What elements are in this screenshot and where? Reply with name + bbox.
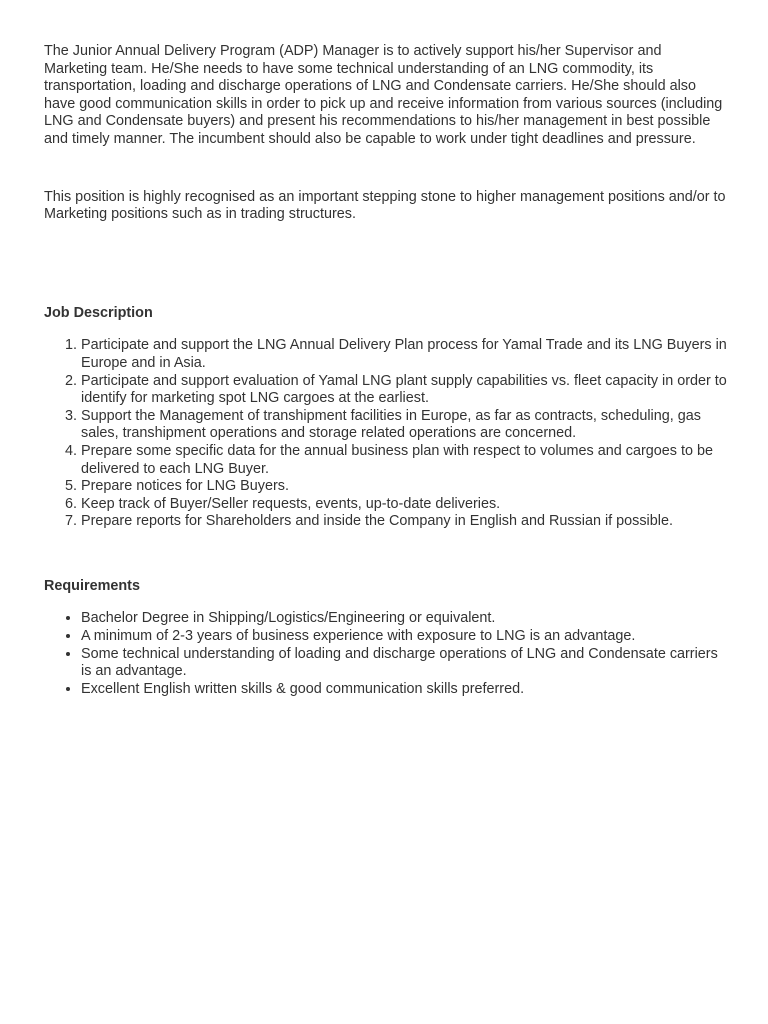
requirements-list — [44, 610, 728, 698]
job-description-heading: Job Description — [44, 304, 153, 321]
job-description-item: 2. Participate and support evaluation of Yamal LNG plant supply capabilities vs. fleet capacity in order to identify for marketing spot LNG cargoes at the earliest. — [81, 373, 728, 408]
job-description-item: 4. Prepare some specific data for the annual business plan with respect to volumes and cargoes to be delivered to each LNG Buyer. — [81, 443, 728, 478]
job-description-list — [44, 337, 728, 531]
job-description-item: 3. Support the Management of transhipment facilities in Europe, as far as contracts, scheduling, gas sales, transhipment operations and storage related operations are concerned. — [81, 408, 728, 443]
requirements-item: • Bachelor Degree in Shipping/Logistics/Engineering or equivalent. — [81, 610, 728, 628]
intro-paragraph-2: This position is highly recognised as an important stepping stone to higher management positions and/or to Marketing positions such as in trading structures. — [44, 188, 726, 223]
intro-paragraph-1: The Junior Annual Delivery Program (ADP) Manager is to actively support his/her Supervisor and Marketing team. He/She needs to have some technical understanding of an LNG commodity, its transportation, loading and discharge operations of LNG and Condensate carriers. He/She should also have good communication skills in order to pick up and receive information from various sources (including LNG and Condensate buyers) and present his recommendations to his/her management in best possible and timely manner. The incumbent should also be capable to work under tight deadlines and pressure. — [44, 43, 723, 147]
job-description-item: 7. Prepare reports for Shareholders and inside the Company in English and Russian if possible. — [81, 513, 728, 531]
requirements-item: • Excellent English written skills & good communication skills preferred. — [81, 681, 728, 699]
requirements-item: • A minimum of 2-3 years of business experience with exposure to LNG is an advantage. — [81, 628, 728, 646]
requirements-heading: Requirements — [44, 577, 140, 594]
job-description-item: 5. Prepare notices for LNG Buyers. — [81, 478, 728, 496]
job-description-item: 1. Participate and support the LNG Annual Delivery Plan process for Yamal Trade and its LNG Buyers in Europe and in Asia. — [81, 337, 728, 372]
requirements-item: • Some technical understanding of loading and discharge operations of LNG and Condensate carriers is an advantage. — [81, 646, 728, 681]
document-page — [44, 43, 728, 698]
job-description-item: 6. Keep track of Buyer/Seller requests, events, up-to-date deliveries. — [81, 496, 728, 514]
